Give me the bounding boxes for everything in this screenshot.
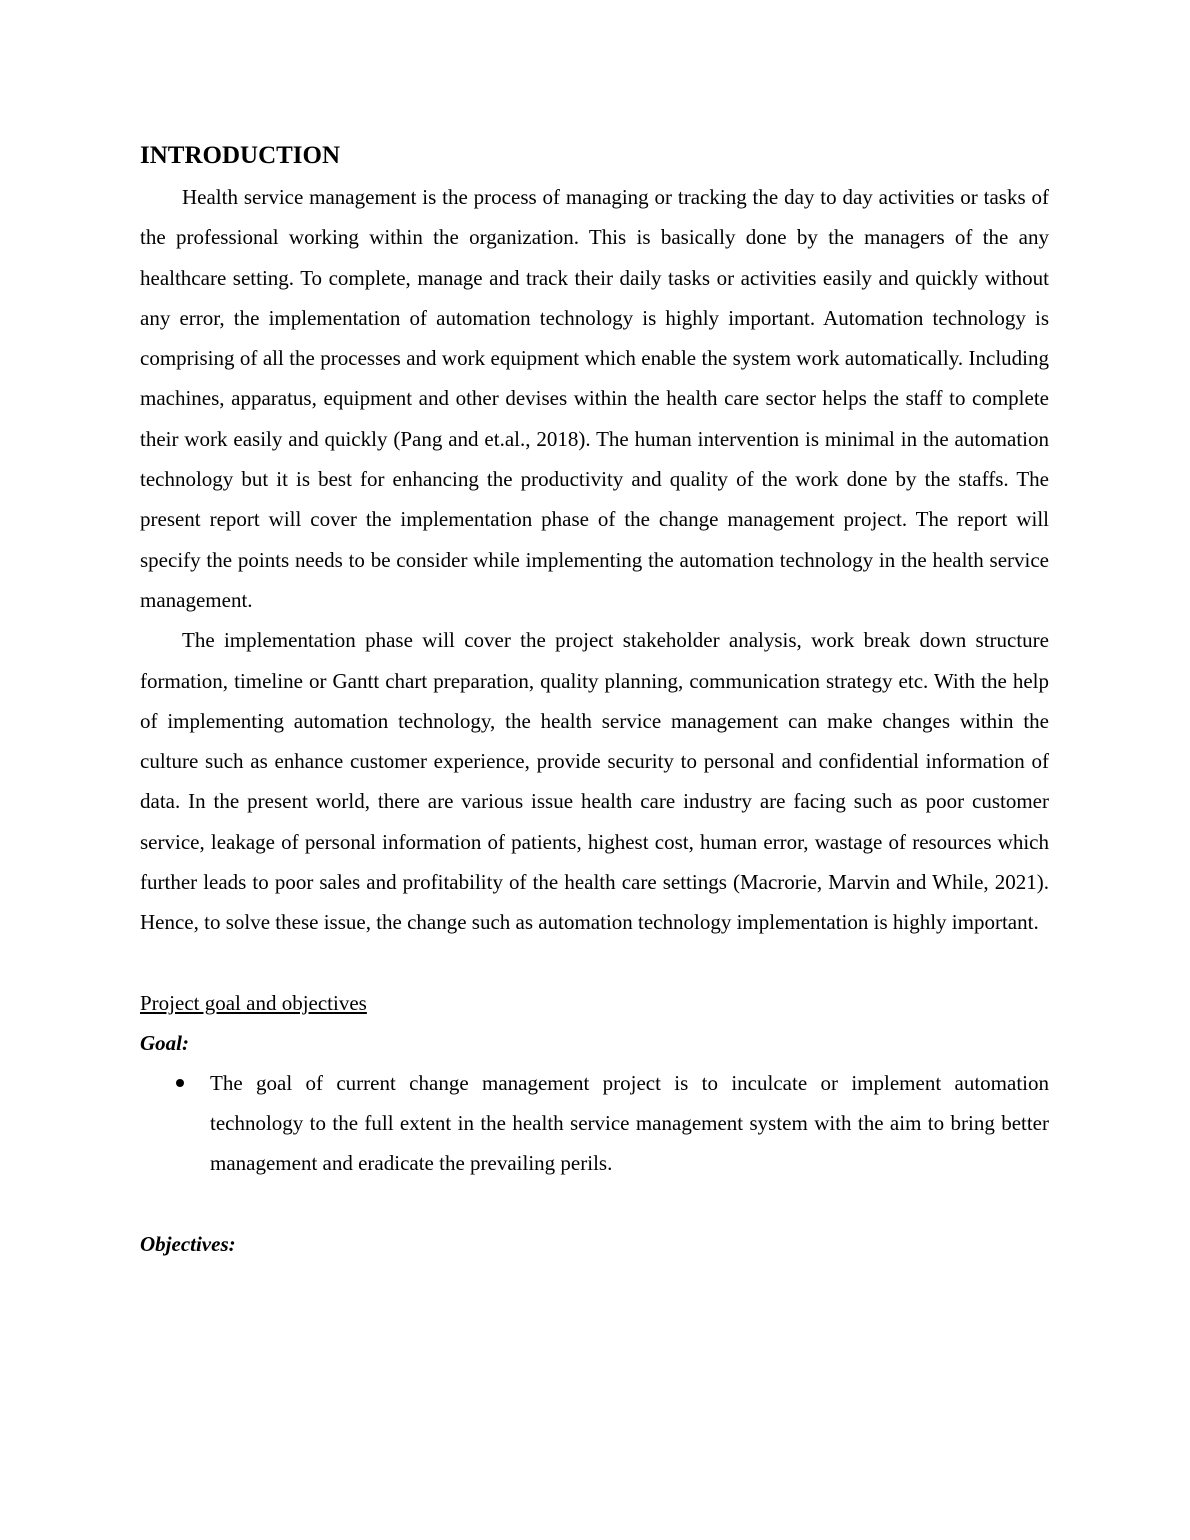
- intro-paragraph-1: Health service management is the process of managing or tracking the day to day activities or tasks of the professional working within the organization. This is basically done by the managers of the any healthcare setting. To complete, manage and track their daily tasks or activities easily and quickly without any error, the implementation of automation technology is highly important. Automation technology is comprising of all the processes and work equipment which enable the system work automatically. Including machines, apparatus, equipment and other devises within the health care sector helps the staff to complete their work easily and quickly (Pang and et.al., 2018). The human intervention is minimal in the automation technology but it is best for enhancing the productivity and quality of the work done by the staffs. The present report will cover the implementation phase of the change management project. The report will specify the points needs to be consider while implementing the automation technology in the health service management.: [140, 185, 1049, 612]
- goal-item-text: The goal of current change management project is to inculcate or implement automation technology to the full extent in the health service management system with the aim to bring better management and eradicate the prevailing perils.: [210, 1070, 1049, 1175]
- goal-label: Goal:: [140, 1030, 189, 1055]
- introduction-heading: INTRODUCTION: [140, 142, 341, 169]
- objectives-label: Objectives:: [140, 1231, 236, 1256]
- intro-paragraph-2: The implementation phase will cover the project stakeholder analysis, work break down structure formation, timeline or Gantt chart preparation, quality planning, communication strategy etc. With the help of implementing automation technology, the health service management can make changes within the culture such as enhance customer experience, provide security to personal and confidential information of data. In the present world, there are various issue health care industry are facing such as poor customer service, leakage of personal information of patients, highest cost, human error, wastage of resources which further leads to poor sales and profitability of the health care settings (Macrorie, Marvin and While, 2021). Hence, to solve these issue, the change such as automation technology implementation is highly important.: [140, 628, 1049, 935]
- goal-list: [140, 1063, 1049, 1183]
- goal-list-item: [140, 1063, 1049, 1183]
- document-page: [140, 138, 1049, 1264]
- section-title-goal-objectives: Project goal and objectives: [140, 990, 367, 1015]
- bullet-icon: [176, 1079, 184, 1087]
